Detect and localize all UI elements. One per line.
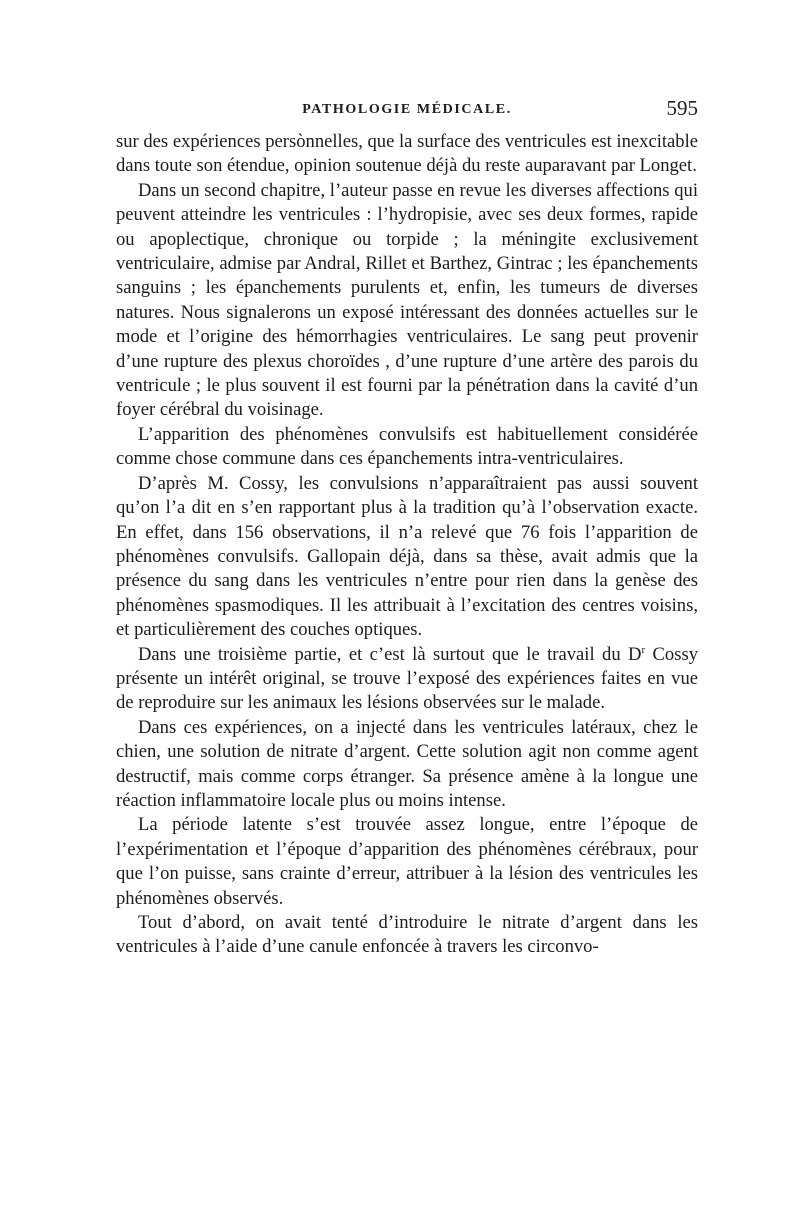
paragraph: Dans ces expériences, on a injecté dans les ventricules latéraux, chez le chien, une solution de nitrate d’argent. Cette solution agit non comme agent destructif, mais comme corps étranger. Sa présence amène à la longue une réaction inflammatoire locale plus ou moins intense. [116,716,698,811]
paragraph: L’apparition des phénomènes convulsifs est habituellement considérée comme chose commune dans ces épanchements intra-ventriculaires. [116,423,698,470]
paragraph: La période latente s’est trouvée assez longue, entre l’époque de l’expérimentation et l’époque d’apparition des phénomènes cérébraux, pour que l’on puisse, sans crainte d’erreur, attribuer à la lésion des ventricules les phénomènes observés. [116,814,698,909]
body-text [116,130,698,960]
running-head: PATHOLOGIE MÉDICALE. [302,102,512,117]
paragraph-text-start: Dans une troisième partie, et c’est là surtout que le travail du D [138,643,642,665]
page-header [116,96,698,130]
paragraph-text-end: Cossy présente un intérêt original, se trouve l’exposé des expériences faites en vue de reproduire sur les animaux les lésions observées sur le malade. [116,643,698,714]
paragraph: Tout d’abord, on avait tenté d’introduire le nitrate d’argent dans les ventricules à l’aide d’une canule enfoncée à travers les circonvo- [116,912,698,958]
page-number: 595 [666,96,698,120]
book-page [116,96,698,960]
paragraph: sur des expériences persònnelles, que la surface des ventricules est inexcitable dans toute son étendue, opinion soutenue déjà du reste auparavant par Longet. [116,131,698,177]
superscript: r [641,643,646,656]
paragraph: D’après M. Cossy, les convulsions n’apparaîtraient pas aussi souvent qu’on l’a dit en s’en rapportant plus à la tradition qu’à l’observation exacte. En effet, dans 156 observations, il n’a relevé que 76 fois l’apparition de phénomènes convulsifs. Gallopain déjà, dans sa thèse, avait admis que la présence du sang dans les ventricules n’entre pour rien dans la genèse des phénomènes spasmodiques. Il les attribuait à l’excitation des centres voisins, et particulièrement des couches optiques. [116,472,698,641]
paragraph: Dans un second chapitre, l’auteur passe en revue les diverses affections qui peuvent atteindre les ventricules : l’hydropisie, avec ses deux formes, rapide ou apoplectique, chronique ou torpide ; la méningite exclusivement ventriculaire, admise par Andral, Rillet et Barthez, Gintrac ; les épanchements sanguins ; les épanchements purulents et, enfin, les tumeurs de diverses natures. Nous signalerons un exposé intéressant des données actuelles sur le mode et l’origine des hémorrhagies ventriculaires. Le sang peut provenir d’une rupture des plexus choroïdes , d’une rupture d’une artère des parois du ventricule ; le plus souvent il est fourni par la pénétration dans la cavité d’un foyer cérébral du voisinage. [116,179,698,421]
paragraph [116,643,698,716]
